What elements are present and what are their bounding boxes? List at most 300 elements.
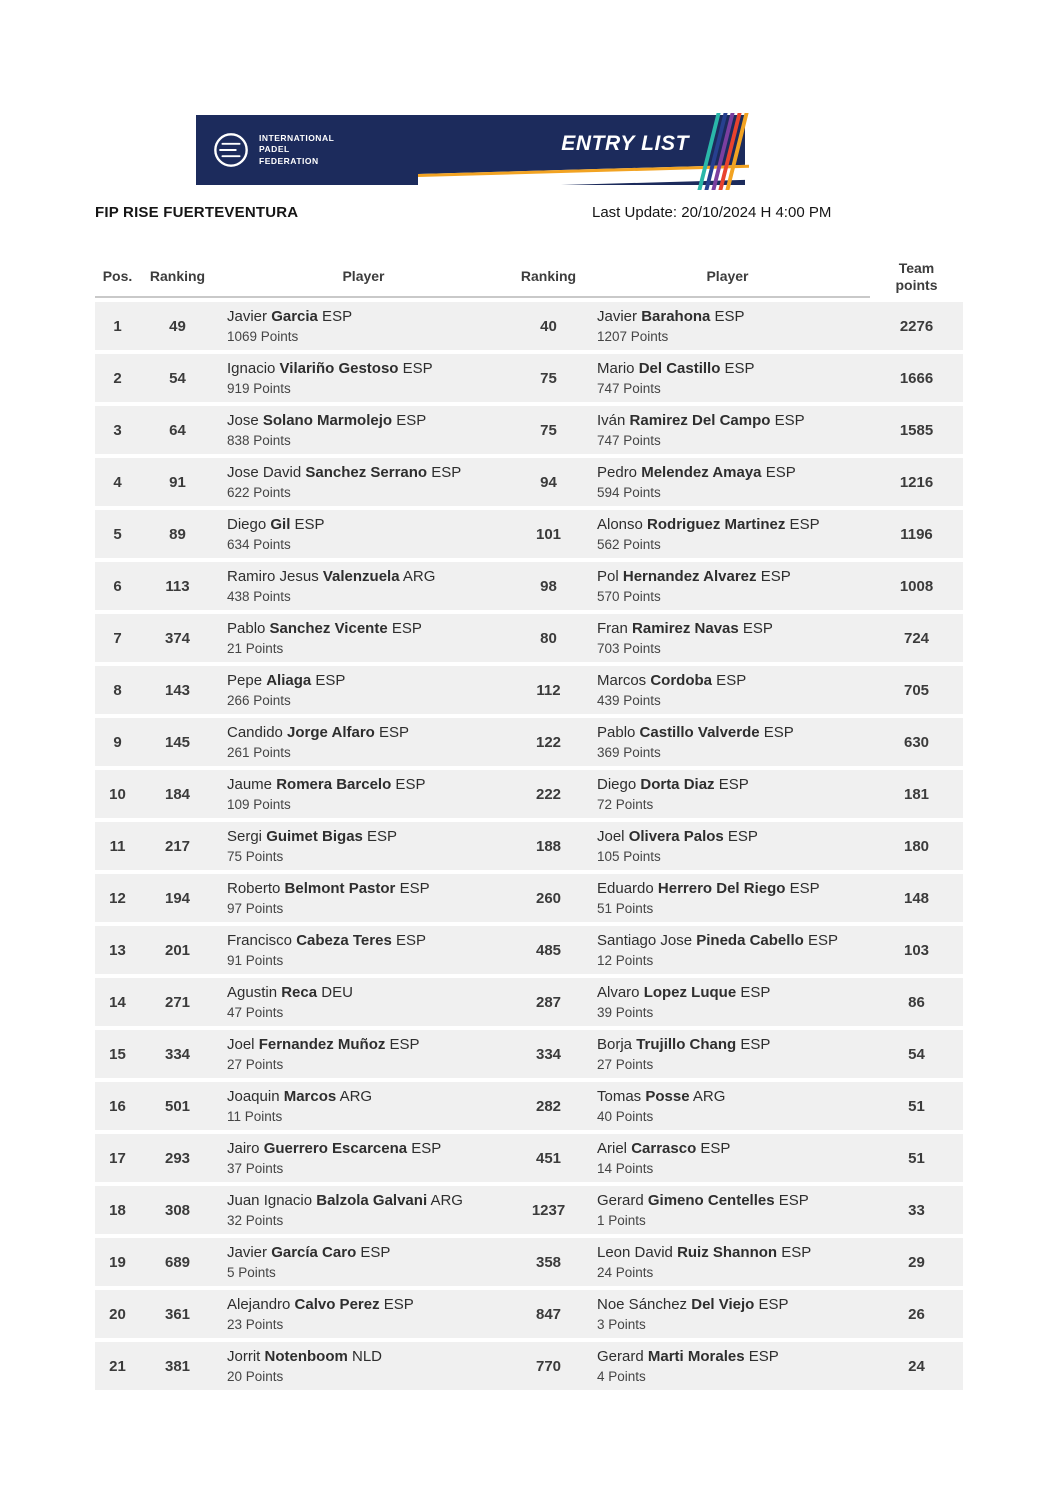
table-row (95, 770, 963, 818)
player-cell-1 (215, 978, 512, 1026)
player-first-name: Santiago Jose (597, 931, 697, 949)
player-first-name: Pablo (597, 723, 640, 741)
player-country: ESP (696, 1139, 731, 1157)
header-pos: Pos. (95, 256, 140, 298)
player-cell-2-points: 1 Points (597, 1212, 646, 1228)
player-first-name: Javier (227, 1243, 272, 1261)
pos-cell: 8 (113, 681, 122, 699)
player-cell-1 (215, 302, 512, 350)
player-cell-2 (585, 510, 870, 558)
player-cell-1-name (227, 1087, 372, 1107)
player-cell-1-points: 20 Points (227, 1368, 284, 1384)
player-cell-2-points: 12 Points (597, 952, 654, 968)
player-last-name: Gil (270, 515, 291, 533)
table-row (95, 458, 963, 506)
player-cell-2 (585, 406, 870, 454)
player-cell-2-name (597, 671, 746, 691)
player-country: ESP (710, 307, 745, 325)
team-points-cell: 2276 (899, 317, 934, 335)
player-last-name: Ramirez Del Campo (629, 411, 771, 429)
player-cell-1-points: 109 Points (227, 796, 291, 812)
player-cell-1 (215, 1290, 512, 1338)
player-cell-2 (585, 822, 870, 870)
ranking-cell-1: 374 (164, 629, 191, 647)
player-last-name: Pineda Cabello (696, 931, 804, 949)
player-cell-2-points: 3 Points (597, 1316, 646, 1332)
player-country: ESP (356, 1243, 391, 1261)
table-row (95, 1342, 963, 1390)
team-points-cell: 1008 (899, 577, 934, 595)
player-cell-2-points: 72 Points (597, 796, 654, 812)
player-cell-2 (585, 1238, 870, 1286)
pos-cell: 6 (113, 577, 122, 595)
player-cell-2 (585, 926, 870, 974)
player-cell-1-name (227, 1347, 382, 1367)
player-country: ESP (395, 879, 430, 897)
table-row (95, 562, 963, 610)
player-cell-1-points: 11 Points (227, 1108, 283, 1124)
pos-cell: 15 (109, 1045, 126, 1063)
player-first-name: Tomas (597, 1087, 646, 1105)
player-cell-1 (215, 1134, 512, 1182)
player-country: ESP (407, 1139, 442, 1157)
ranking-cell-2: 358 (535, 1253, 562, 1271)
player-last-name: Lopez Luque (643, 983, 737, 1001)
player-cell-2-points: 747 Points (597, 432, 661, 448)
player-last-name: Garcia (271, 307, 318, 325)
ranking-cell-1: 64 (169, 421, 186, 439)
player-first-name: Javier (597, 307, 642, 325)
player-country: ESP (290, 515, 325, 533)
player-first-name: Marcos (597, 671, 651, 689)
ranking-cell-2: 122 (535, 733, 562, 751)
player-last-name: Sanchez Serrano (305, 463, 428, 481)
player-last-name: Valenzuela (322, 567, 400, 585)
player-cell-1 (215, 614, 512, 662)
player-cell-1-points: 91 Points (227, 952, 284, 968)
player-country: ESP (761, 463, 796, 481)
player-cell-2-name (597, 515, 820, 535)
team-points-cell: 630 (903, 733, 930, 751)
player-cell-1 (215, 406, 512, 454)
team-points-cell: 180 (903, 837, 930, 855)
player-cell-1-name (227, 411, 426, 431)
team-points-cell: 86 (908, 993, 925, 1011)
player-last-name: Barahona (641, 307, 711, 325)
player-country: ESP (754, 1295, 789, 1313)
player-last-name: Aliaga (266, 671, 312, 689)
player-cell-1 (215, 718, 512, 766)
team-points-cell: 1216 (899, 473, 934, 491)
player-last-name: Dorta Diaz (640, 775, 715, 793)
player-first-name: Sergi (227, 827, 267, 845)
header-team-points-label: Team points (895, 259, 938, 293)
team-points-cell: 1196 (900, 525, 933, 543)
player-cell-1 (215, 354, 512, 402)
player-first-name: Alejandro (227, 1295, 295, 1313)
player-cell-2-name (597, 983, 770, 1003)
pos-cell: 12 (109, 889, 126, 907)
player-cell-1-points: 634 Points (227, 536, 291, 552)
player-first-name: Diego (227, 515, 271, 533)
player-first-name: Javier (227, 307, 272, 325)
ranking-cell-2: 188 (535, 837, 562, 855)
player-cell-2-points: 703 Points (597, 640, 661, 656)
pos-cell: 5 (113, 525, 122, 543)
ranking-cell-1: 689 (164, 1253, 191, 1271)
player-cell-1 (215, 510, 512, 558)
table-row (95, 510, 963, 558)
player-cell-1-name (227, 1035, 420, 1055)
ranking-cell-2: 94 (540, 473, 557, 491)
player-country: ESP (720, 359, 755, 377)
player-first-name: Agustin (227, 983, 282, 1001)
player-cell-2-name (597, 1295, 789, 1315)
player-cell-1-name (227, 463, 461, 483)
player-last-name: García Caro (271, 1243, 357, 1261)
pos-cell: 7 (113, 629, 122, 647)
ranking-cell-1: 381 (164, 1357, 191, 1375)
player-cell-1-name (227, 723, 409, 743)
player-cell-2-points: 24 Points (597, 1264, 654, 1280)
pos-cell: 2 (113, 369, 122, 387)
team-points-cell: 1666 (899, 369, 934, 387)
player-country: ESP (744, 1347, 779, 1365)
pos-cell: 4 (113, 473, 122, 491)
team-points-cell: 33 (908, 1201, 925, 1219)
player-last-name: Jorge Alfaro (287, 723, 375, 741)
ranking-cell-2: 80 (540, 629, 557, 647)
player-cell-1-points: 37 Points (227, 1160, 284, 1176)
player-cell-1-name (227, 931, 426, 951)
table-row (95, 926, 963, 974)
table-row (95, 874, 963, 922)
header-ranking-1: Ranking (140, 256, 215, 298)
player-cell-1 (215, 1082, 512, 1130)
player-cell-1-points: 97 Points (227, 900, 284, 916)
ranking-cell-2: 112 (536, 681, 561, 699)
team-points-cell: 181 (903, 785, 930, 803)
ranking-cell-1: 184 (164, 785, 191, 803)
table-row (95, 1030, 963, 1078)
player-cell-1-points: 32 Points (227, 1212, 284, 1228)
player-cell-1 (215, 666, 512, 714)
player-first-name: Jairo (227, 1139, 264, 1157)
pos-cell: 21 (109, 1357, 126, 1375)
player-last-name: Del Castillo (638, 359, 721, 377)
player-cell-2-points: 1207 Points (597, 328, 669, 344)
player-cell-2-points: 14 Points (597, 1160, 654, 1176)
player-cell-1-name (227, 1295, 414, 1315)
player-cell-1 (215, 822, 512, 870)
ranking-cell-1: 201 (164, 941, 191, 959)
player-last-name: Hernandez Alvarez (622, 567, 757, 585)
player-cell-1-name (227, 1243, 390, 1263)
player-cell-2 (585, 1342, 870, 1390)
player-cell-1-name (227, 515, 325, 535)
player-last-name: Guerrero Escarcena (263, 1139, 408, 1157)
pos-cell: 11 (109, 837, 126, 855)
table-row (95, 614, 963, 662)
ranking-cell-2: 282 (535, 1097, 562, 1115)
player-cell-2-points: 39 Points (597, 1004, 654, 1020)
player-cell-2-name (597, 359, 755, 379)
player-cell-1-name (227, 879, 430, 899)
player-cell-1-points: 266 Points (227, 692, 291, 708)
player-first-name: Mario (597, 359, 639, 377)
player-country: ESP (387, 619, 422, 637)
team-points-cell: 26 (908, 1305, 925, 1323)
player-country: ESP (785, 515, 820, 533)
team-points-cell: 51 (908, 1149, 925, 1167)
player-last-name: Guimet Bigas (266, 827, 363, 845)
player-country: ESP (392, 411, 427, 429)
entry-list-title: ENTRY LIST (561, 132, 689, 155)
player-cell-2 (585, 614, 870, 662)
player-cell-2-name (597, 307, 745, 327)
player-cell-2-name (597, 567, 791, 587)
ranking-cell-1: 217 (164, 837, 191, 855)
player-country: ESP (723, 827, 758, 845)
ranking-cell-1: 143 (164, 681, 191, 699)
player-first-name: Pepe (227, 671, 267, 689)
ranking-cell-2: 485 (535, 941, 562, 959)
player-first-name: Jaume (227, 775, 277, 793)
header-player-1: Player (215, 256, 512, 298)
player-first-name: Alonso (597, 515, 648, 533)
player-cell-1 (215, 926, 512, 974)
header-ranking-2: Ranking (512, 256, 585, 298)
player-last-name: Herrero Del Riego (657, 879, 786, 897)
logo-line-3: FEDERATION (259, 155, 319, 166)
player-cell-1-points: 622 Points (227, 484, 291, 500)
player-country: ESP (391, 931, 426, 949)
player-last-name: Ramirez Navas (632, 619, 739, 637)
player-country: ARG (336, 1087, 373, 1105)
pos-cell: 9 (113, 733, 122, 751)
table-row (95, 666, 963, 714)
player-cell-1-points: 27 Points (227, 1056, 284, 1072)
player-cell-2 (585, 978, 870, 1026)
ranking-cell-2: 260 (535, 889, 562, 907)
player-country: NLD (347, 1347, 383, 1365)
player-cell-2-name (597, 1035, 770, 1055)
player-cell-1-points: 1069 Points (227, 328, 299, 344)
player-first-name: Ignacio (227, 359, 280, 377)
player-cell-1-points: 919 Points (227, 380, 291, 396)
player-country: ESP (374, 723, 410, 741)
player-cell-2 (585, 874, 870, 922)
table-row (95, 1082, 963, 1130)
fip-logo-icon (212, 131, 250, 169)
player-first-name: Iván (597, 411, 630, 429)
player-cell-2-points: 40 Points (597, 1108, 654, 1124)
team-points-cell: 148 (903, 889, 930, 907)
player-cell-2 (585, 1030, 870, 1078)
player-first-name: Gerard (597, 1347, 648, 1365)
pos-cell: 13 (109, 941, 126, 959)
table-row (95, 718, 963, 766)
player-cell-2-name (597, 827, 758, 847)
player-cell-1-name (227, 619, 422, 639)
ranking-cell-2: 334 (535, 1045, 562, 1063)
ranking-cell-2: 770 (535, 1357, 562, 1375)
player-country: ESP (379, 1295, 414, 1313)
player-cell-2 (585, 302, 870, 350)
player-country: ESP (427, 463, 462, 481)
table-row (95, 354, 963, 402)
table-row (95, 1290, 963, 1338)
table-row (95, 978, 963, 1026)
ranking-cell-1: 113 (165, 577, 190, 595)
player-first-name: Jorrit (227, 1347, 265, 1365)
player-cell-1 (215, 1238, 512, 1286)
player-cell-2-name (597, 619, 773, 639)
player-cell-2 (585, 458, 870, 506)
player-country: ARG (427, 1191, 463, 1209)
ranking-cell-1: 145 (164, 733, 191, 751)
player-country: ESP (398, 359, 433, 377)
player-first-name: Joel (227, 1035, 259, 1053)
player-country: ESP (391, 775, 426, 793)
player-cell-1-name (227, 671, 345, 691)
ranking-cell-1: 271 (164, 993, 191, 1011)
ranking-cell-2: 222 (535, 785, 562, 803)
player-first-name: Pol (597, 567, 623, 585)
pos-cell: 18 (109, 1201, 126, 1219)
player-last-name: Gimeno Centelles (647, 1191, 775, 1209)
player-cell-1 (215, 874, 512, 922)
last-update: Last Update: 20/10/2024 H 4:00 PM (592, 204, 832, 221)
player-cell-2-points: 51 Points (597, 900, 654, 916)
team-points-cell: 705 (903, 681, 930, 699)
ranking-cell-1: 89 (169, 525, 186, 543)
player-cell-2-name (597, 879, 820, 899)
player-cell-2-name (597, 775, 749, 795)
pos-cell: 10 (109, 785, 126, 803)
player-cell-2-points: 439 Points (597, 692, 661, 708)
ranking-cell-1: 49 (169, 317, 186, 335)
player-last-name: Del Viejo (691, 1295, 755, 1313)
player-first-name: Jose David (227, 463, 306, 481)
player-country: ESP (777, 1243, 812, 1261)
player-first-name: Joel (597, 827, 629, 845)
player-last-name: Belmont Pastor (284, 879, 396, 897)
player-last-name: Sanchez Vicente (269, 619, 388, 637)
player-country: ARG (689, 1087, 726, 1105)
team-points-cell: 29 (908, 1253, 925, 1271)
player-last-name: Notenboom (264, 1347, 348, 1365)
player-cell-2-name (597, 411, 805, 431)
ranking-cell-2: 75 (540, 369, 557, 387)
ranking-cell-2: 287 (535, 993, 562, 1011)
player-last-name: Castillo Valverde (639, 723, 760, 741)
fip-logo-text (259, 133, 334, 167)
player-cell-2 (585, 354, 870, 402)
player-cell-1-points: 438 Points (227, 588, 291, 604)
ranking-cell-2: 98 (540, 577, 557, 595)
player-cell-2 (585, 1082, 870, 1130)
player-country: ESP (785, 879, 820, 897)
ranking-cell-2: 101 (535, 525, 562, 543)
player-cell-1-points: 23 Points (227, 1316, 284, 1332)
player-cell-1-points: 47 Points (227, 1004, 284, 1020)
pos-cell: 19 (109, 1253, 126, 1271)
player-first-name: Fran (597, 619, 633, 637)
player-last-name: Vilariño Gestoso (279, 359, 399, 377)
player-last-name: Carrasco (631, 1139, 697, 1157)
player-first-name: Juan Ignacio (227, 1191, 317, 1209)
player-country: ESP (362, 827, 398, 845)
player-cell-1 (215, 1186, 512, 1234)
team-points-cell: 1585 (899, 421, 934, 439)
player-cell-2-name (597, 1347, 779, 1367)
player-cell-2 (585, 718, 870, 766)
player-first-name: Eduardo (597, 879, 658, 897)
player-last-name: Posse (645, 1087, 690, 1105)
logo-line-2: PADEL (259, 144, 290, 155)
player-cell-1-name (227, 1191, 463, 1211)
player-first-name: Joaquin (227, 1087, 284, 1105)
player-cell-1-name (227, 567, 435, 587)
player-cell-1-points: 838 Points (227, 432, 291, 448)
player-last-name: Marcos (283, 1087, 337, 1105)
entry-table (95, 256, 963, 1394)
player-cell-2-points: 4 Points (597, 1368, 646, 1384)
ranking-cell-1: 54 (169, 369, 186, 387)
ranking-cell-1: 194 (164, 889, 191, 907)
page-title: FIP RISE FUERTEVENTURA (95, 204, 299, 221)
team-points-cell: 103 (903, 941, 930, 959)
player-country: ESP (736, 983, 771, 1001)
player-last-name: Melendez Amaya (641, 463, 762, 481)
team-points-cell: 724 (903, 629, 930, 647)
player-cell-2-points: 570 Points (597, 588, 661, 604)
ranking-cell-2: 451 (535, 1149, 562, 1167)
player-first-name: Alvaro (597, 983, 644, 1001)
player-country: ESP (712, 671, 747, 689)
player-cell-2-points: 105 Points (597, 848, 661, 864)
player-country: ESP (736, 1035, 771, 1053)
team-points-cell: 54 (908, 1045, 925, 1063)
team-points-cell: 24 (908, 1357, 925, 1375)
table-body (95, 302, 963, 1390)
logo-line-1: INTERNATIONAL (259, 132, 335, 143)
player-cell-2 (585, 666, 870, 714)
player-country: ESP (317, 307, 353, 325)
player-cell-1-name (227, 827, 397, 847)
table-row (95, 822, 963, 870)
table-row (95, 1238, 963, 1286)
ranking-cell-1: 293 (164, 1149, 191, 1167)
table-row (95, 406, 963, 454)
player-country: ESP (756, 567, 791, 585)
player-cell-1-points: 75 Points (227, 848, 284, 864)
player-cell-2-name (597, 931, 838, 951)
player-cell-1 (215, 562, 512, 610)
player-cell-2-name (597, 1087, 725, 1107)
table-row (95, 1186, 963, 1234)
pos-cell: 20 (109, 1305, 126, 1323)
player-last-name: Reca (281, 983, 318, 1001)
player-first-name: Ariel (597, 1139, 632, 1157)
player-last-name: Rodriguez Martinez (647, 515, 786, 533)
ranking-cell-1: 361 (164, 1305, 191, 1323)
player-cell-2-points: 594 Points (597, 484, 661, 500)
banner (196, 115, 745, 185)
ranking-cell-1: 91 (169, 473, 186, 491)
ranking-cell-1: 334 (164, 1045, 191, 1063)
